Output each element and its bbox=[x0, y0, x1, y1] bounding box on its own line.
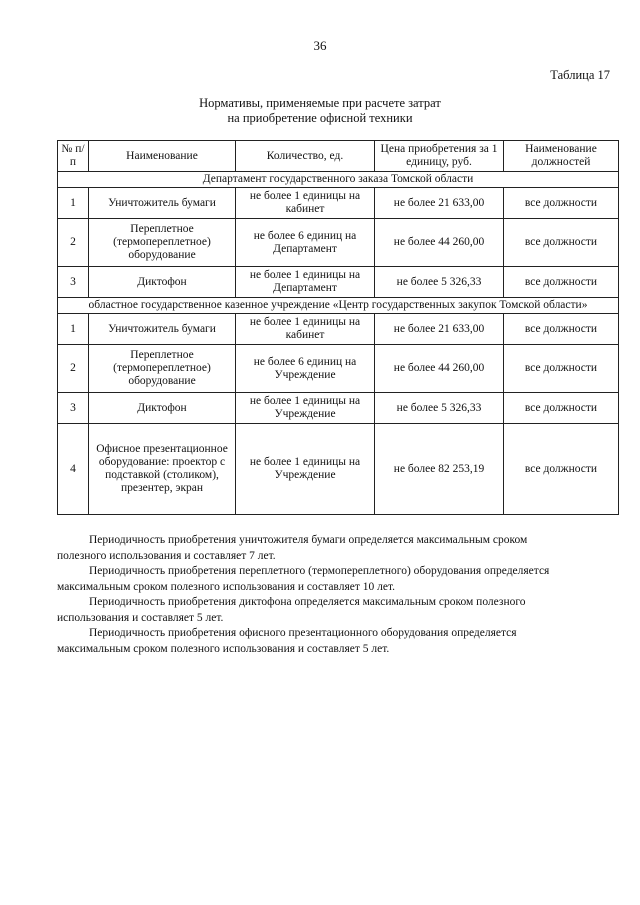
cell-qty: не более 1 единицы на Учреждение bbox=[236, 393, 375, 424]
table-row bbox=[58, 267, 619, 298]
section-row bbox=[58, 172, 619, 188]
table-row bbox=[58, 314, 619, 345]
table-row bbox=[58, 393, 619, 424]
cell-price: не более 5 326,33 bbox=[375, 393, 504, 424]
paragraph-first-line: Периодичность приобретения уничтожителя бумаги определяется максимальным сроком bbox=[89, 534, 528, 546]
section-row bbox=[58, 298, 619, 314]
cell-num: 1 bbox=[58, 314, 89, 345]
cell-name: Уничтожитель бумаги bbox=[89, 188, 236, 219]
table-row bbox=[58, 424, 619, 515]
cell-name: Переплетное (термопереплетное) оборудование bbox=[89, 219, 236, 267]
cell-qty: не более 1 единицы на Учреждение bbox=[236, 424, 375, 515]
cell-price: не более 82 253,19 bbox=[375, 424, 504, 515]
cell-positions: все должности bbox=[504, 424, 619, 515]
cell-positions: все должности bbox=[504, 267, 619, 298]
cell-name: Уничтожитель бумаги bbox=[89, 314, 236, 345]
header-price: Цена приобретения за 1 единицу, руб. bbox=[375, 141, 504, 172]
body-text bbox=[57, 533, 610, 657]
cell-positions: все должности bbox=[504, 345, 619, 393]
header-qty: Количество, ед. bbox=[236, 141, 375, 172]
cell-name: Офисное презентационное оборудование: проектор с подставкой (столиком), презентер, экран bbox=[89, 424, 236, 515]
cell-qty: не более 1 единицы на кабинет bbox=[236, 314, 375, 345]
paragraph bbox=[57, 564, 610, 595]
paragraph-continuation: максимальным сроком полезного использования и составляет 10 лет. bbox=[57, 580, 395, 593]
cell-price: не более 21 633,00 bbox=[375, 314, 504, 345]
cell-price: не более 44 260,00 bbox=[375, 345, 504, 393]
cell-num: 2 bbox=[58, 345, 89, 393]
paragraph-continuation: использования и составляет 5 лет. bbox=[57, 611, 224, 624]
header-num: № п/п bbox=[58, 141, 89, 172]
table-title bbox=[0, 96, 640, 126]
cell-positions: все должности bbox=[504, 188, 619, 219]
cell-positions: все должности bbox=[504, 219, 619, 267]
table-header-row bbox=[58, 141, 619, 172]
paragraph bbox=[57, 626, 610, 657]
cell-name: Диктофон bbox=[89, 393, 236, 424]
paragraph bbox=[57, 533, 610, 564]
table-label: Таблица 17 bbox=[550, 68, 610, 82]
section-title: областное государственное казенное учреждение «Центр государственных закупок Томской области» bbox=[58, 298, 619, 314]
cell-qty: не более 6 единиц на Учреждение bbox=[236, 345, 375, 393]
header-name: Наименование bbox=[89, 141, 236, 172]
header-positions: Наименование должностей bbox=[504, 141, 619, 172]
cell-num: 4 bbox=[58, 424, 89, 515]
table-row bbox=[58, 188, 619, 219]
cell-positions: все должности bbox=[504, 314, 619, 345]
cell-price: не более 5 326,33 bbox=[375, 267, 504, 298]
section-title: Департамент государственного заказа Томской области bbox=[58, 172, 619, 188]
cell-name: Диктофон bbox=[89, 267, 236, 298]
cell-num: 1 bbox=[58, 188, 89, 219]
page-number: 36 bbox=[313, 38, 327, 53]
cell-qty: не более 6 единиц на Департамент bbox=[236, 219, 375, 267]
cell-num: 3 bbox=[58, 267, 89, 298]
paragraph-first-line: Периодичность приобретения офисного презентационного оборудования определяется bbox=[89, 627, 517, 639]
table-title-line: на приобретение офисной техники bbox=[227, 111, 413, 125]
cell-num: 2 bbox=[58, 219, 89, 267]
paragraph-continuation: полезного использования и составляет 7 лет. bbox=[57, 549, 276, 562]
cell-name: Переплетное (термопереплетное) оборудование bbox=[89, 345, 236, 393]
paragraph-first-line: Периодичность приобретения переплетного (термопереплетного) оборудования определяется bbox=[89, 565, 550, 577]
cell-qty: не более 1 единицы на кабинет bbox=[236, 188, 375, 219]
table-title-line: Нормативы, применяемые при расчете затрат bbox=[199, 96, 441, 110]
table-row bbox=[58, 219, 619, 267]
paragraph-continuation: максимальным сроком полезного использования и составляет 5 лет. bbox=[57, 642, 390, 655]
paragraph bbox=[57, 595, 610, 626]
cell-price: не более 44 260,00 bbox=[375, 219, 504, 267]
paragraph-first-line: Периодичность приобретения диктофона определяется максимальным сроком полезного bbox=[89, 596, 526, 608]
norms-table bbox=[57, 140, 619, 515]
cell-price: не более 21 633,00 bbox=[375, 188, 504, 219]
cell-num: 3 bbox=[58, 393, 89, 424]
table-row bbox=[58, 345, 619, 393]
cell-positions: все должности bbox=[504, 393, 619, 424]
cell-qty: не более 1 единицы на Департамент bbox=[236, 267, 375, 298]
